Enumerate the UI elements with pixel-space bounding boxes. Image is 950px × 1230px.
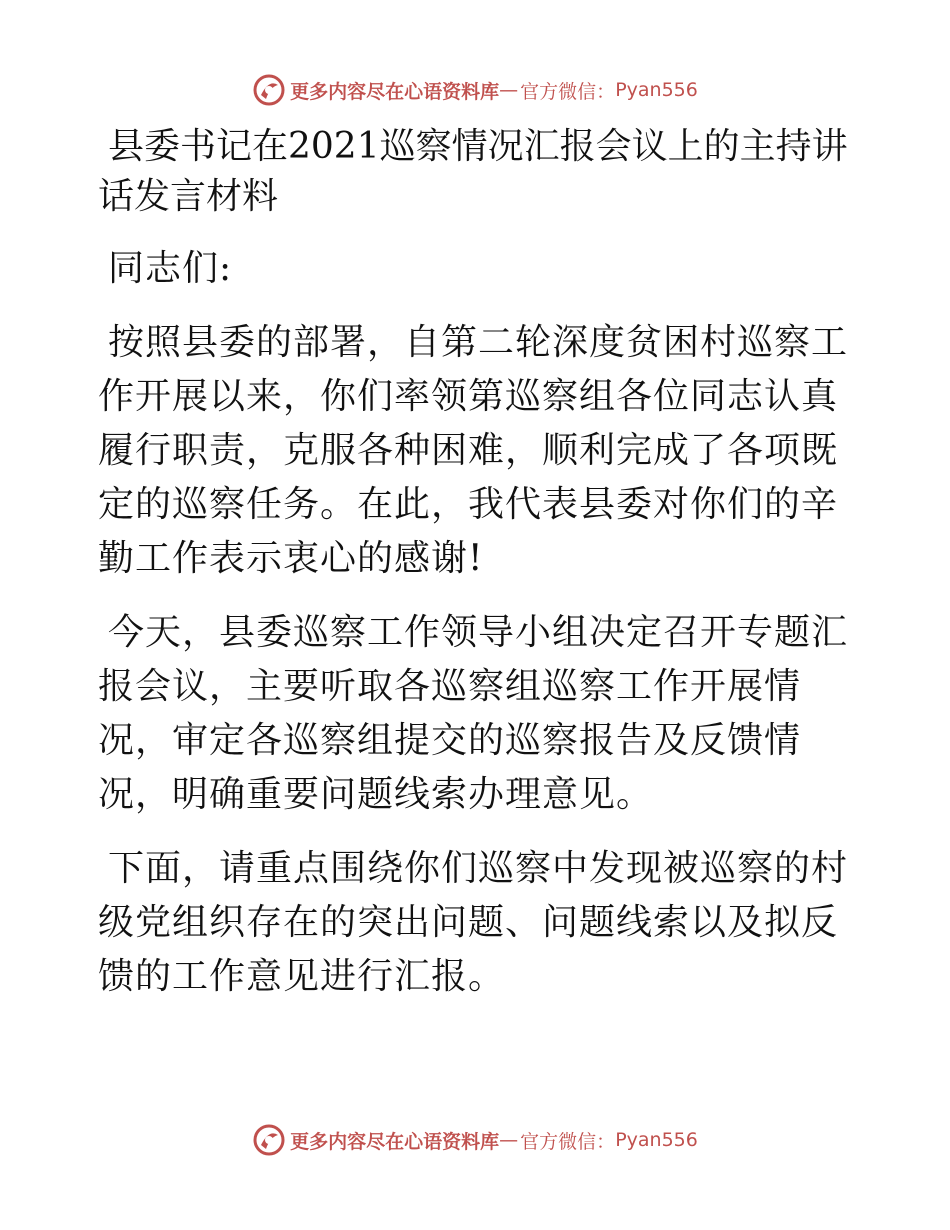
paragraph-1: 按照县委的部署，自第二轮深度贫困村巡察工作开展以来，你们率领第巡察组各位同志认真履行职责，克服各种困难，顺利完成了各项既定的巡察任务。在此，我代表县委对你们的辛勤工作表示衷心的感谢! <box>98 322 849 579</box>
red-swirl-logo-icon <box>252 73 286 107</box>
watermark-wechat-label: 官方微信： <box>520 80 616 103</box>
document-body <box>98 122 850 1024</box>
watermark-dash: — <box>499 1129 519 1151</box>
watermark-wechat-label: 官方微信： <box>520 1130 616 1153</box>
footer-watermark <box>0 1120 950 1160</box>
paragraph-2: 今天，县委巡察工作领导小组决定召开专题汇报会议，主要听取各巡察组巡察工作开展情况，审定各巡察组提交的巡察报告及反馈情况，明确重要问题线索办理意见。 <box>98 612 849 815</box>
red-swirl-logo-icon <box>252 1123 286 1157</box>
header-watermark <box>0 70 950 110</box>
watermark-site-text: 更多内容尽在心语资料库 <box>290 1130 500 1153</box>
watermark-site-text: 更多内容尽在心语资料库 <box>290 80 500 103</box>
watermark-wechat-id: Pyan556 <box>615 1129 698 1151</box>
document-title: 县委书记在2021巡察情况汇报会议上的主持讲话发言材料 <box>98 126 848 217</box>
paragraph-3: 下面，请重点围绕你们巡察中发现被巡察的村级党组织存在的突出问题、问题线索以及拟反馈的工作意见进行汇报。 <box>98 848 849 997</box>
salutation: 同志们: <box>108 248 233 289</box>
watermark-wechat-id: Pyan556 <box>615 79 698 101</box>
watermark-dash: — <box>499 79 519 101</box>
